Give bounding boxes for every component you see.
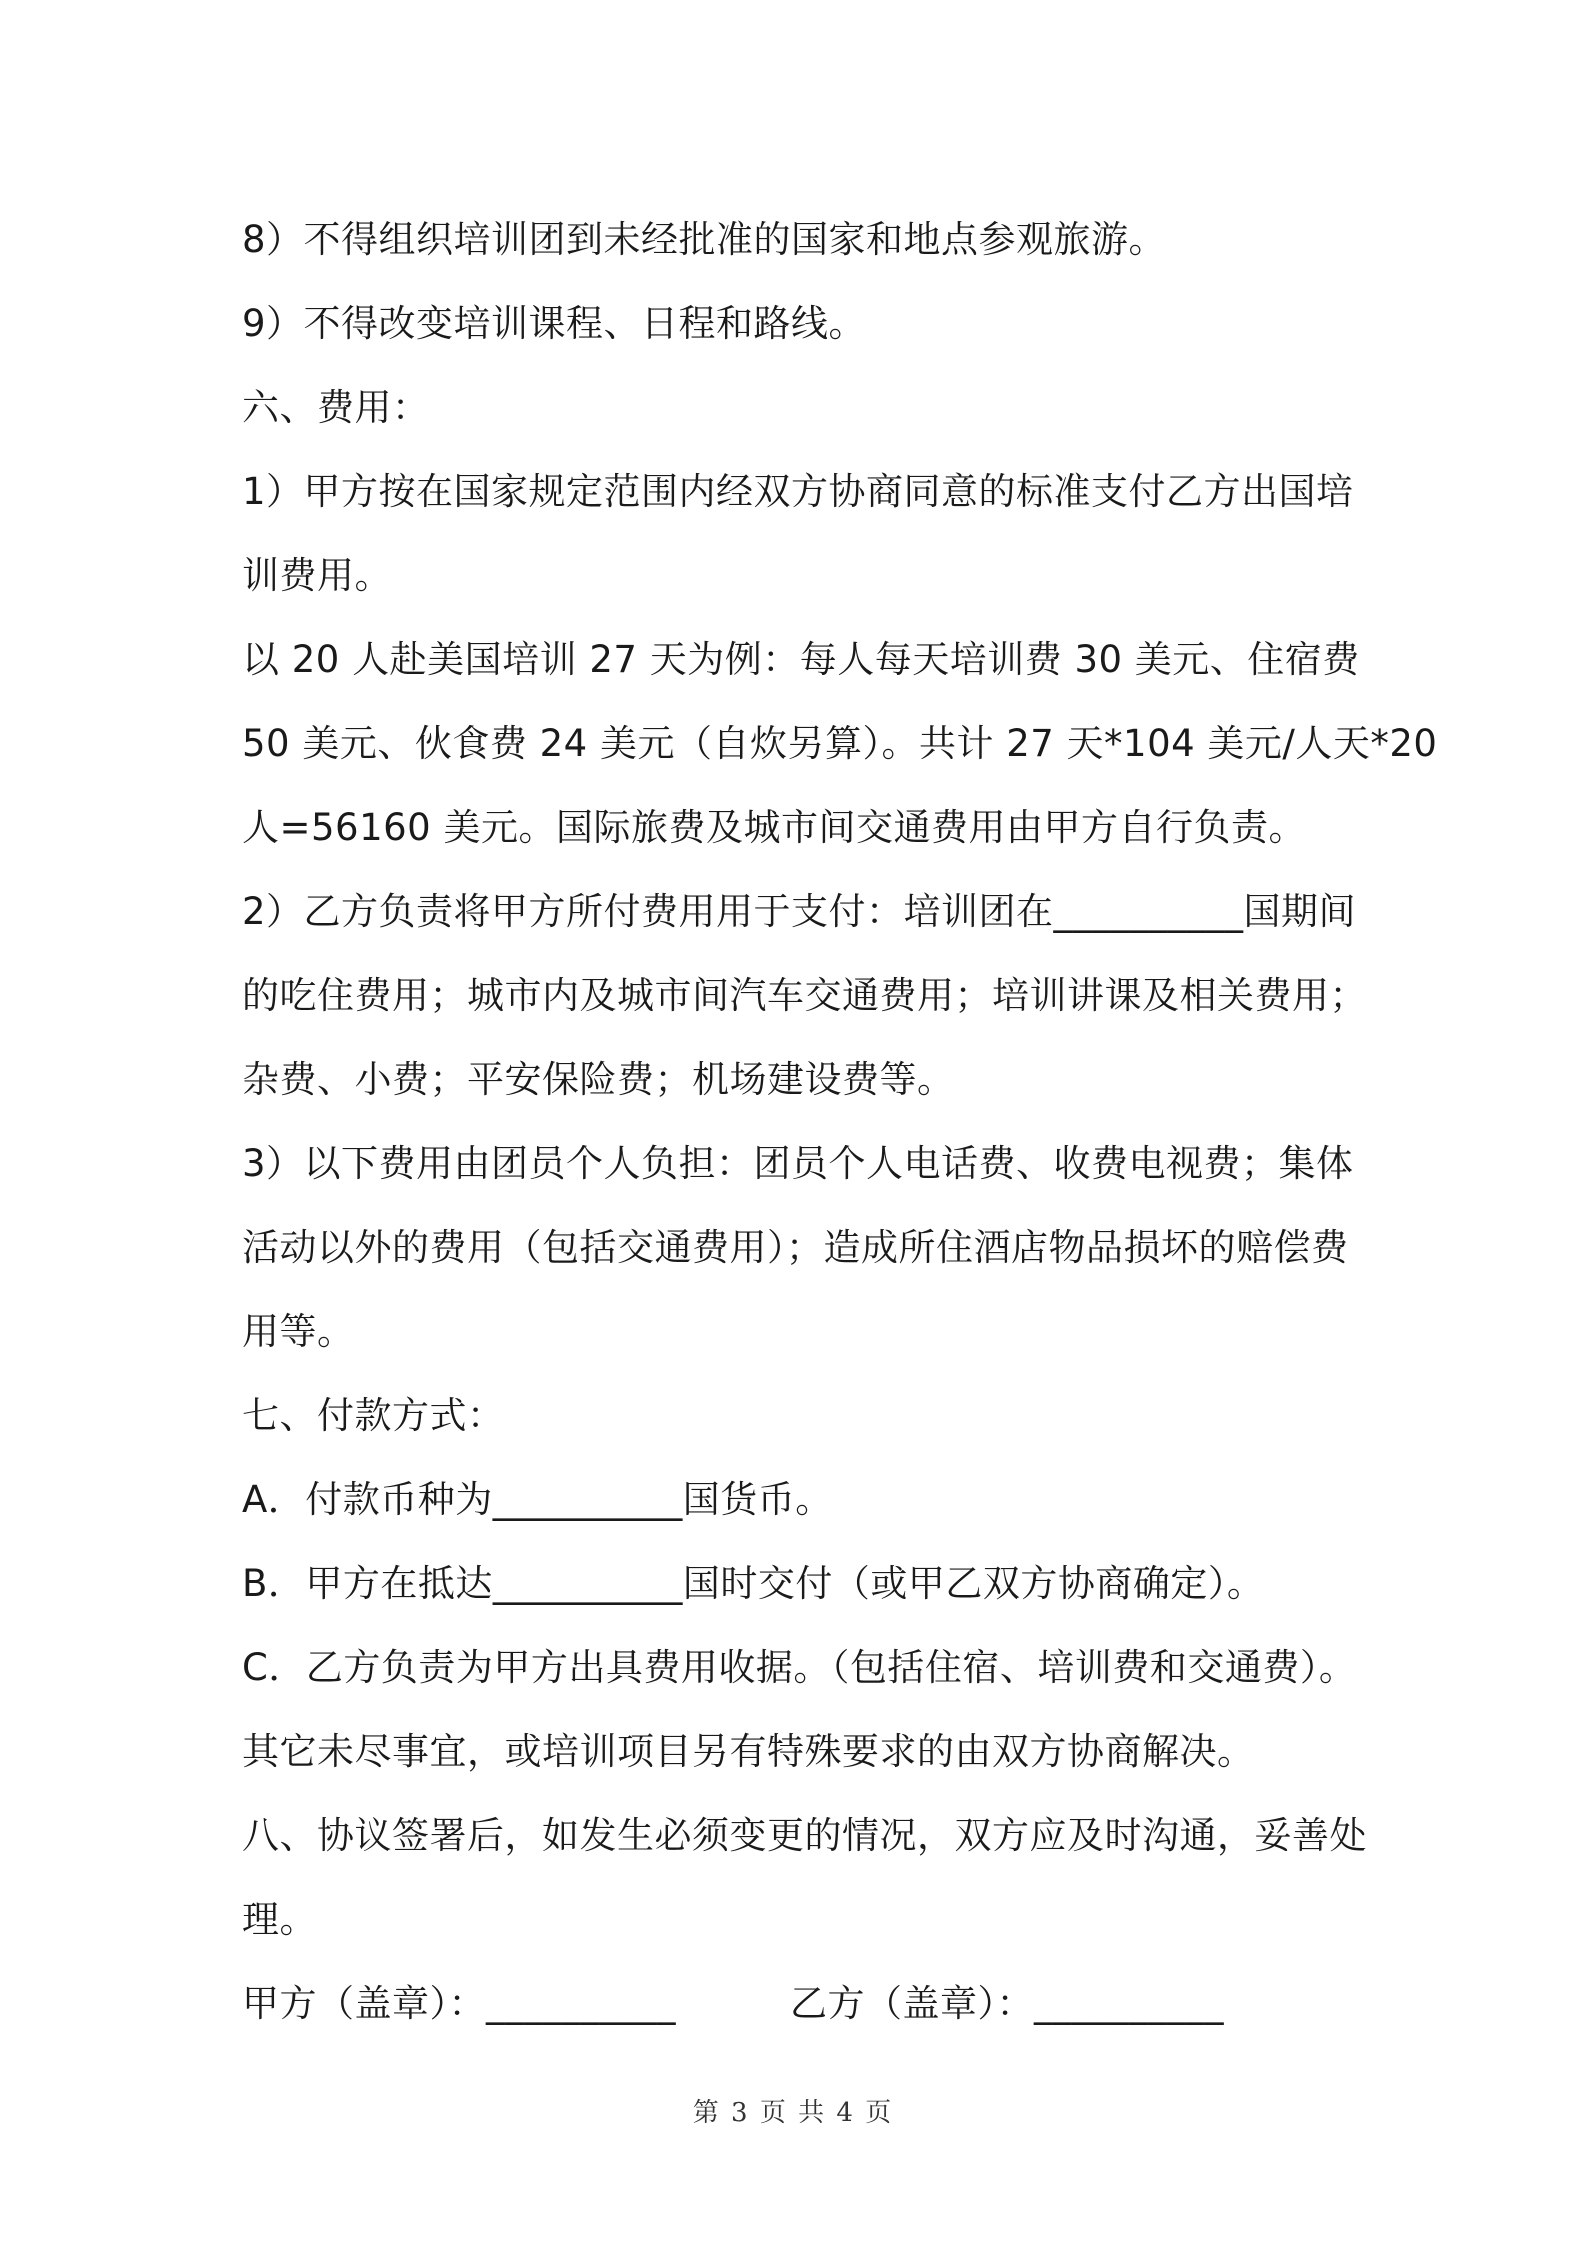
- payment-item-b: B．甲方在抵达__________国时交付（或甲乙双方协商确定）。: [242, 1562, 1265, 1605]
- clause-9: 9）不得改变培训课程、日程和路线。: [242, 302, 867, 345]
- party-a-signature: 甲方（盖章）：__________: [242, 1982, 676, 2025]
- fee-item-3-line-2: 活动以外的费用（包括交通费用）；造成所住酒店物品损坏的赔偿费: [242, 1226, 1349, 1269]
- section-8-line-2: 理。: [242, 1898, 317, 1941]
- payment-item-a: A．付款币种为__________国货币。: [242, 1478, 833, 1521]
- page-footer: 第 3 页 共 4 页: [692, 2098, 894, 2128]
- party-b-signature: 乙方（盖章）：__________: [790, 1982, 1224, 2025]
- fee-item-1-line-2: 训费用。: [242, 554, 392, 597]
- payment-item-c: C．乙方负责为甲方出具费用收据。（包括住宿、培训费和交通费）。: [242, 1646, 1357, 1689]
- clause-8: 8）不得组织培训团到未经批准的国家和地点参观旅游。: [242, 218, 1167, 261]
- signature-row: [242, 1962, 1362, 2046]
- fee-item-1-line-1: 1）甲方按在国家规定范围内经双方协商同意的标准支付乙方出国培: [242, 470, 1354, 513]
- fee-example-line-3: 人=56160 美元。国际旅费及城市间交通费用由甲方自行负责。: [242, 806, 1306, 849]
- section-7-heading: 七、付款方式：: [242, 1394, 505, 1437]
- fee-example-line-1: 以 20 人赴美国培训 27 天为例：每人每天培训费 30 美元、住宿费: [242, 638, 1360, 681]
- fee-item-2-line-3: 杂费、小费；平安保险费；机场建设费等。: [242, 1058, 955, 1101]
- fee-item-3-line-1: 3）以下费用由团员个人负担：团员个人电话费、收费电视费；集体: [242, 1142, 1354, 1185]
- fee-item-3-line-3: 用等。: [242, 1310, 355, 1353]
- fee-item-2-line-2: 的吃住费用；城市内及城市间汽车交通费用；培训讲课及相关费用；: [242, 974, 1367, 1017]
- fee-example-line-2: 50 美元、伙食费 24 美元（自炊另算）。共计 27 天*104 美元/人天*20: [242, 722, 1438, 765]
- section-8-line-1: 八、协议签署后，如发生必须变更的情况，双方应及时沟通，妥善处: [242, 1814, 1367, 1857]
- section-6-heading: 六、费用：: [242, 386, 430, 429]
- other-matters: 其它未尽事宜，或培训项目另有特殊要求的由双方协商解决。: [242, 1730, 1255, 1773]
- fee-item-2-line-1: 2）乙方负责将甲方所付费用用于支付：培训团在__________国期间: [242, 890, 1357, 933]
- document-body: [242, 198, 1438, 2046]
